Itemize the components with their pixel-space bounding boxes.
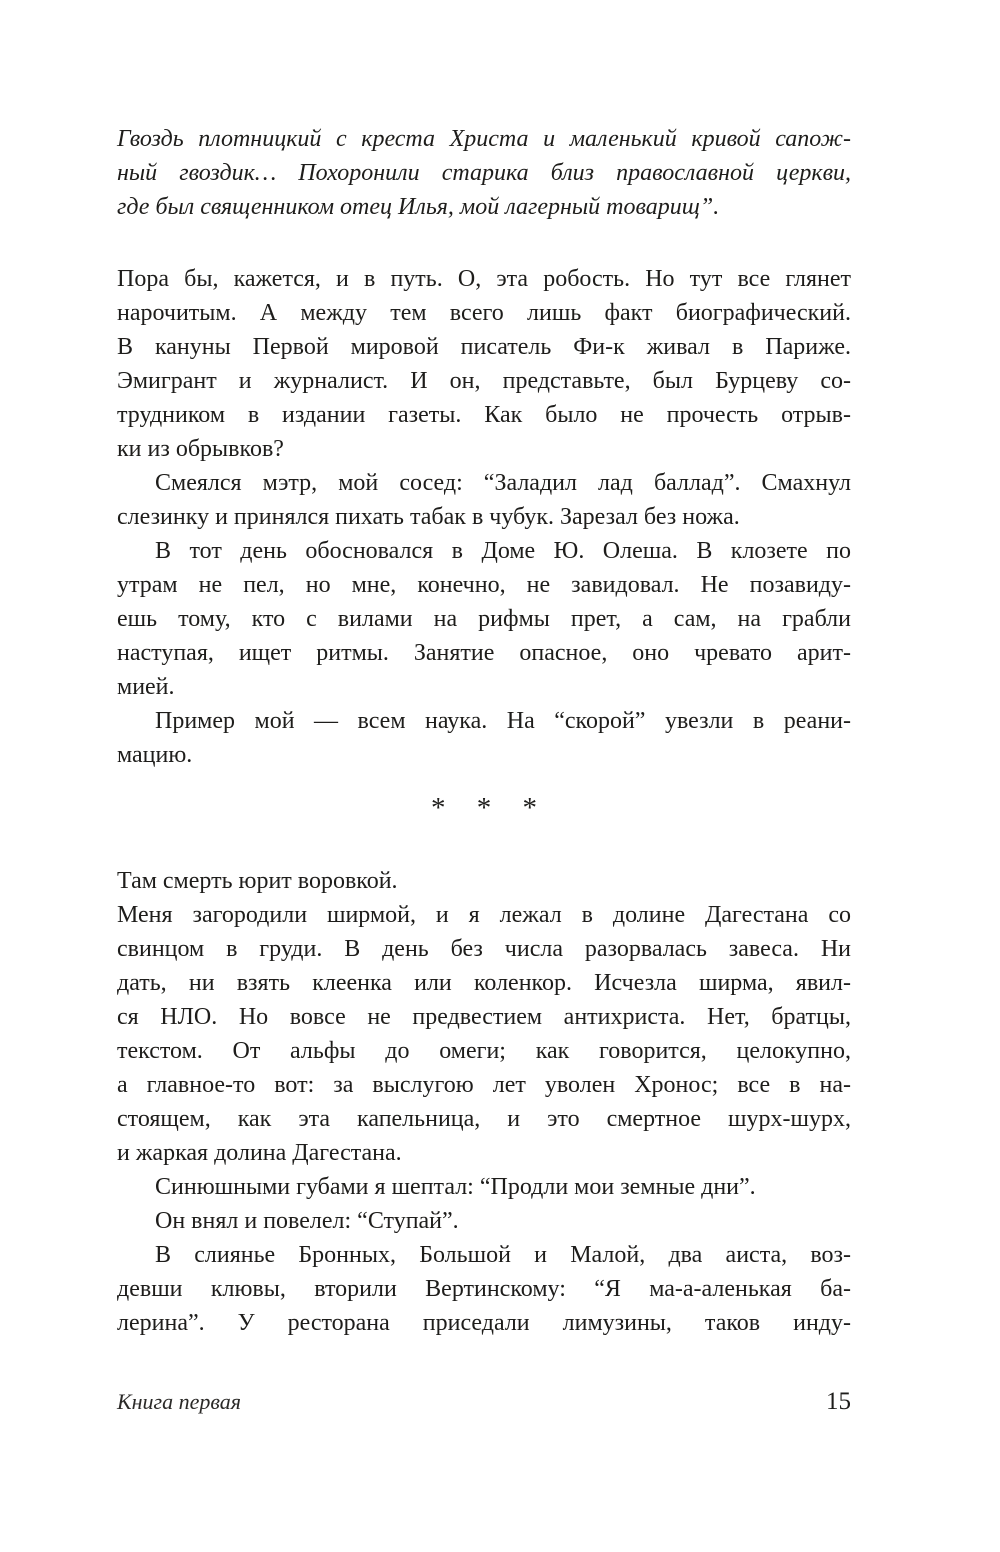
paragraph [117,1238,851,1340]
paragraph [117,898,851,1170]
paragraph [117,122,851,224]
text-line: утрам не пел, но мне, конечно, не завидовал. Не позавиду- [117,572,851,598]
paragraph [117,534,851,704]
text-line: В тот день обосновался в Доме Ю. Олеша. В клозете по [155,538,851,564]
text-line: Пример мой — всем наука. На “скорой” увезли в реани- [155,708,851,734]
text-line: дать, ни взять клеенка или коленкор. Исчезла ширма, явил- [117,970,851,996]
text-line: Эмигрант и журналист. И он, представьте, был Бурцеву со- [117,368,851,394]
paragraph [117,466,851,534]
text-column [117,122,851,1340]
text-line: а главное-то вот: за выслугою лет уволен Хронос; все в на- [117,1072,851,1098]
text-line: слезинку и принялся пихать табак в чубук. Зарезал без ножа. [117,504,740,530]
asterisks-glyphs: * * * [431,792,549,824]
text-line: наступая, ищет ритмы. Занятие опасное, оно чревато арит- [117,640,851,666]
text-line: Синюшными губами я шептал: “Продли мои земные дни”. [155,1174,756,1200]
text-line: мацию. [117,742,193,768]
body-section-1 [117,262,851,772]
paragraph [117,262,851,466]
body-section-3 [117,864,851,1340]
text-line: текстом. От альфы до омеги; как говорится, целокупно, [117,1038,851,1064]
text-line: лерина”. У ресторана приседали лимузины, таков инду- [117,1310,851,1336]
text-line: Пора бы, кажется, и в путь. О, эта робость. Но тут все глянет [117,266,851,292]
text-line: ный гвоздик… Похоронили старика близ православной церкви, [117,160,851,186]
text-line: мией. [117,674,175,700]
running-title: Книга первая [117,1389,241,1414]
text-line: Меня загородили ширмой, и я лежал в долине Дагестана со [117,902,851,928]
text-line: Он внял и повелел: “Ступай”. [155,1208,459,1234]
page-footer [117,1388,851,1416]
text-line: В слиянье Бронных, Большой и Малой, два аиста, воз- [155,1242,851,1268]
epigraph-section [117,122,851,224]
paragraph [117,1204,851,1238]
text-line: ешь тому, кто с вилами на рифмы прет, а сам, на грабли [117,606,851,632]
text-line: свинцом в груди. В день без числа разорвалась завеса. Ни [117,936,851,962]
text-line: трудником в издании газеты. Как было не прочесть отрыв- [117,402,851,428]
text-line: Смеялся мэтр, мой сосед: “Заладил лад баллад”. Смахнул [155,470,851,496]
text-line: В кануны Первой мировой писатель Фи-к живал в Париже. [117,334,851,360]
paragraph [117,704,851,772]
text-line: ся НЛО. Но вовсе не предвестием антихриста. Нет, братцы, [117,1004,851,1030]
text-line: девши клювы, вторили Вертинскому: “Я ма-а-аленькая ба- [117,1276,851,1302]
text-line: ки из обрывков? [117,436,284,462]
text-line: Гвоздь плотницкий с креста Христа и маленький кривой сапож- [117,126,851,152]
paragraph [117,864,851,898]
page-number: 15 [826,1388,851,1415]
text-line: нарочитым. А между тем всего лишь факт биографический. [117,300,851,326]
text-line: и жаркая долина Дагестана. [117,1140,402,1166]
text-line: где был священником отец Илья, мой лагерный товарищ”. [117,194,720,220]
paragraph [117,1170,851,1204]
section-separator [117,786,851,824]
text-line: Там смерть юрит воровкой. [117,868,398,894]
text-line: стоящем, как эта капельница, и это смертное шурх-шурх, [117,1106,851,1132]
